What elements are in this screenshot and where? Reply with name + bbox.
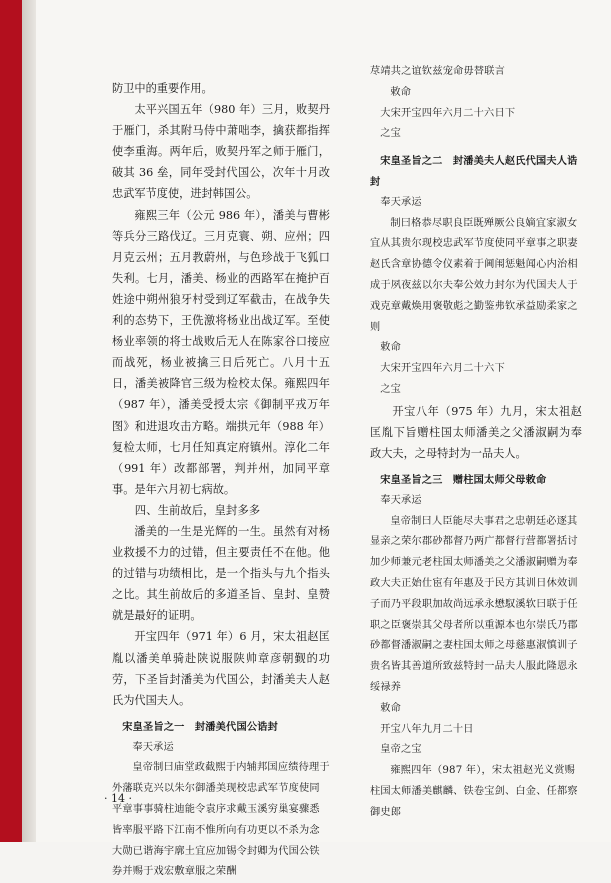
- edict-text: 开宝八年九月二十日: [380, 723, 474, 735]
- edict-text: 敕命: [390, 86, 412, 98]
- edict-title: 宋皇圣旨之一 封潘美代国公诰封: [122, 720, 278, 733]
- edict-title: 宋皇圣旨之二 封潘美夫人赵氏代国夫人诰封: [370, 155, 578, 188]
- right-column: [370, 66, 582, 824]
- page-gutter: [22, 0, 36, 842]
- section-heading: 四、生前故后，皇封多多: [134, 502, 261, 517]
- edict-text: 大宋开宝四年六月二十六日下: [380, 107, 516, 119]
- paragraph: 开宝八年（975 年）九月，宋太祖赵匡胤下旨赠柱国太师潘美之父潘淑嗣为奉政大夫，之母特封为一品夫人。: [370, 404, 582, 460]
- edict-body: 皇帝制曰人臣能尽夫事君之忠朝廷必逐其显亲之荣尔郡砂都督乃两广都督行营都署括讨加少师兼元老柱国太师潘美之父潘淑嗣赠为奉政大夫正始仕宦有年惠及于民方其训日休效训子而乃平段职加故尚远承永懋馭溪软曰联于任职之臣褒崇其父母者所以重源本也尔崇氏乃郡砂都督潘淑嗣之妻柱国太师之母慈惠淑慎训子贵名皆其善道所致兹特封一品夫人服此隆恩永绥禄养: [370, 515, 578, 693]
- edict-body: 皇帝制曰庙堂政截熙于内辅邦国应绩待理于外藩联克兴以朱尔御潘美现校忠武军节度使同平章事事骑柱迪能令袁序求戴玉溪穷巢宴骤悉皆率服平路下江南不惟所向有功更以不杀为念大勋已谐海宇廓土宜应加锡令封卿为代国公铁券并赐于戏宏敷章服之荣酬: [112, 762, 330, 878]
- paragraph: 雍熙三年（公元 986 年），潘美与曹彬等兵分三路伐辽。三月克寰、朔、应州；四月克云州；五月教蔚州，与色珍战于飞狐口失利。七月，潘美、杨业的西路军在掩护百姓途中朔州狼牙村受到辽军截击，在战争失利的态势下，王侁激将杨业出战辽军。至使杨业率领的将士战败后无人在陈家谷口接应而战死，杨业被擒三日后死亡。八月十五日，潘美被降官三级为检校太保。雍熙四年（987 年），潘美受授太宗《御制平戎万年图》和进退攻击方略。端拱元年（988 年）复检太师，七月任知真定府镇州。淳化二年（991 年）改都部署，判并州，加同平章事。是年六月初七病故。: [112, 208, 330, 496]
- edict-text: 之宝: [380, 128, 401, 140]
- edict-body: 制曰格恭尽职良臣既殚厥公良嫡宜家淑女宜从其贵尔现校忠武军节度使同平章事之职妻赵氏含章协德令仪素着于阃闱惩魁闻心内治相成于夙夜兹以尔夫奉公效力封尔为代国夫人于戏克章戴焕用褒敬彪之勤鉴弗钦承益励柔家之则: [370, 217, 578, 333]
- edict-text: 敕命: [380, 702, 401, 714]
- paragraph: 太平兴国五年（980 年）三月，败契丹于雁门，杀其附马侍中萧咄李，擒获都指挥使李重海。两年后，败契丹军之师于雁门，破其 36 垒，同年受封代国公，次年十月改忠武军节度使，进封韩国公。: [112, 103, 330, 201]
- edict-text: 之宝: [380, 383, 401, 395]
- left-column: [112, 78, 330, 883]
- paragraph: 潘美的一生是光辉的一生。虽然有对杨业救援不力的过错，但主要责任不在他。他的过错与功绩相比，是一个指头与九个指头之比。其生前故后的多道圣旨、皇封、皇赞就是最好的证明。: [112, 524, 330, 623]
- edict-subtitle: 奉天承运: [380, 196, 422, 208]
- page-number: · 14 ·: [104, 792, 132, 805]
- edict-text: 敕命: [380, 342, 401, 354]
- paragraph: 开宝四年（971 年）6 月，宋太祖赵匡胤以潘美单骑赴陕说服陕帅章彦朝觐的功劳，下圣旨封潘美为代国公，封潘美夫人赵氏为代国夫人。: [112, 630, 330, 707]
- edict-text: 荩靖共之谊钦兹宠命毋替联言: [370, 66, 506, 77]
- edict-text: 雍熙四年（987 年），宋太祖赵光义赏赐柱国太师潘美麒麟、铁卷宝剑、白金、任都察御史郎: [370, 765, 578, 818]
- edict-title: 宋皇圣旨之三 赠柱国太师父母敕命: [380, 474, 547, 487]
- edict-text: 大宋开宝四年六月二十六下: [380, 363, 505, 375]
- paragraph: 防卫中的重要作用。: [112, 82, 213, 95]
- binding-strip: [0, 0, 22, 842]
- edict-text: 皇帝之宝: [380, 744, 422, 756]
- edict-subtitle: 奉天承运: [132, 741, 174, 753]
- edict-subtitle: 奉天承运: [380, 494, 422, 506]
